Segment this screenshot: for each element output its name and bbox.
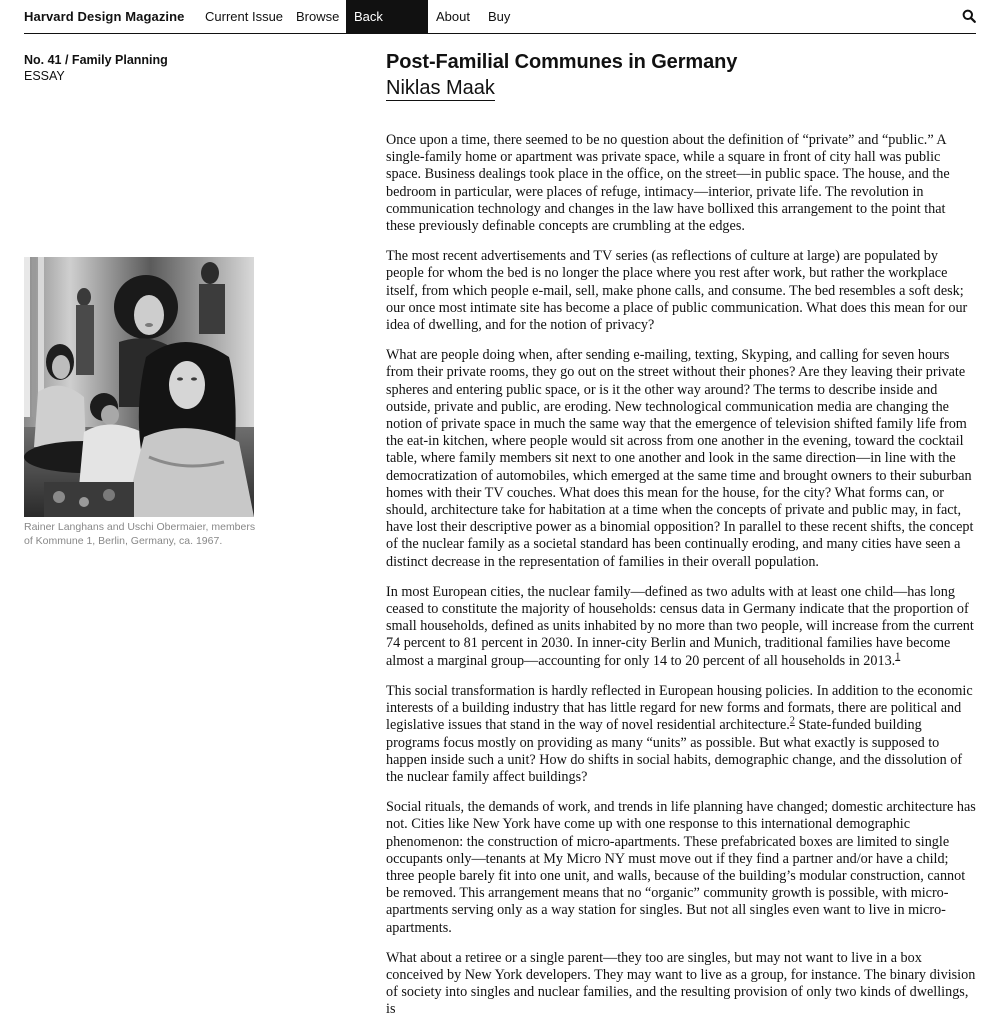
paragraph: Once upon a time, there seemed to be no question about the definition of “private” and “public.” A single-family home or apartment was private space, while a square in front of city hall was public space. Business dealings took place in the office, on the street—in public space. The house, and the bedroom in particular, were places of refuge, intimacy—interior, private life. The revolution in communication technology and changes in the law have bollixed this arrangement to the point that these previously definable concepts are crumbling at the edges.	[386, 132, 950, 235]
top-navigation	[24, 0, 976, 57]
paragraph-text: In most European cities, the nuclear family—defined as two adults with at least one child—has long ceased to constitute the majority of households: census data in Germany indicate that the proportion of small households, defined as units inhabited by no more than two people, will increase from the current 74 percent to 81 percent in 2030. In inner-city Berlin and Munich, traditional families have become almost a marginal group—accounting for only 14 to 20 percent of all households in 2013.	[386, 583, 974, 669]
footnote-link-1[interactable]: 1	[895, 650, 901, 662]
search-icon[interactable]	[962, 9, 976, 23]
paragraph: What about a retiree or a single parent—they too are singles, but may not want to live in a box conceived by New York developers. They may want to live as a group, for instance. The binary division of society into singles and nuclear families, and the resulting provision of only two kinds of dwellings, is	[386, 949, 976, 1018]
nav-browse[interactable]: Browse	[296, 9, 340, 24]
author-link[interactable]: Niklas Maak	[386, 77, 495, 99]
issue-label[interactable]: No. 41 / Family Planning	[24, 53, 168, 67]
photo-caption: Rainer Langhans and Uschi Obermaier, members of Kommune 1, Berlin, Germany, ca. 1967.	[24, 521, 256, 547]
paragraph-text: State-funded building programs focus mostly on providing as many “units” as possible. But what exactly is supposed to happen inside such a unit? How do shifts in social habits, demographic change, and the dissolution of the nuclear family affect buildings?	[386, 717, 963, 785]
nav-about[interactable]: About	[436, 9, 470, 24]
paragraph-text: This social transformation is hardly reflected in European housing policies. In addition to the economic interests of a building industry that has little regard for new forms and formats, there are political and legislative issues that stand in the way of novel residential architecture.	[386, 682, 973, 734]
nav-buy[interactable]: Buy	[488, 9, 511, 24]
article-title: Post-Familial Communes in Germany	[386, 51, 738, 73]
paragraph	[386, 584, 976, 670]
paragraph: What are people doing when, after sending e-mailing, texting, Skyping, and calling for seven hours from their private rooms, they go out on the street without their phones? Are they leaving their private spheres and entering public space, or is it the other way around? The terms to describe inside and outside, private and public, are eroding. New technological communication media are changing the notion of private space in much the same way that the emergence of television shifted family life from the eat-in kitchen, where people would sit across from one another in the evening, toward the cocktail table, where family members sit next to one another and look in the same direction—in line with the democratization of automobiles, which emerged at the same time and brought owners to their suburban homes with their TV couches. What does this mean for the house, for the city? What forms can, or should, architecture take for habitation at a time when the concepts of private and public may, in fact, have lost their descriptive power as a binomial opposition? In parallel to these recent shifts, the concept of the nuclear family as a societal standard has been continually eroding, and many cities have seen a distinct decrease in the representation of families in their overall population.	[386, 347, 974, 570]
article-photo	[24, 257, 254, 517]
paragraph: Social rituals, the demands of work, and trends in life planning have changed; domestic architecture has not. Cities like New York have come up with one response to this international demographic phenomenon: the construction of micro-apartments. These prefabricated boxes are limited to single occupants only—tenants at My Micro NY must move out if they find a partner and/or have a child; three people barely fit into one unit, and walls, because of the building’s modular construction, cannot be removed. This arrangement means that no “organic” community growth is possible, with micro-apartments serving only as a way station for singles. But not all singles even want to live in micro-apartments.	[386, 799, 976, 936]
nav-back-issues[interactable]: Back Issues	[346, 0, 428, 33]
article-type-label: ESSAY	[24, 69, 65, 83]
paragraph: The most recent advertisements and TV series (as reflections of culture at large) are populated by people for whom the bed is no longer the place where you rest after work, but rather the workplace itself, from which people e-mail, sell, make phone calls, and consume. The bed resembles a soft desk; our once most intimate site has become a place of public communication. What does this mean for our idea of dwelling, and for the notion of privacy?	[386, 248, 968, 334]
site-logo[interactable]: Harvard Design Magazine	[24, 9, 185, 24]
article-body	[386, 132, 976, 1032]
footnote-link-2[interactable]: 2	[789, 715, 795, 727]
paragraph	[386, 683, 976, 786]
nav-current-issue[interactable]: Current Issue	[205, 9, 284, 24]
